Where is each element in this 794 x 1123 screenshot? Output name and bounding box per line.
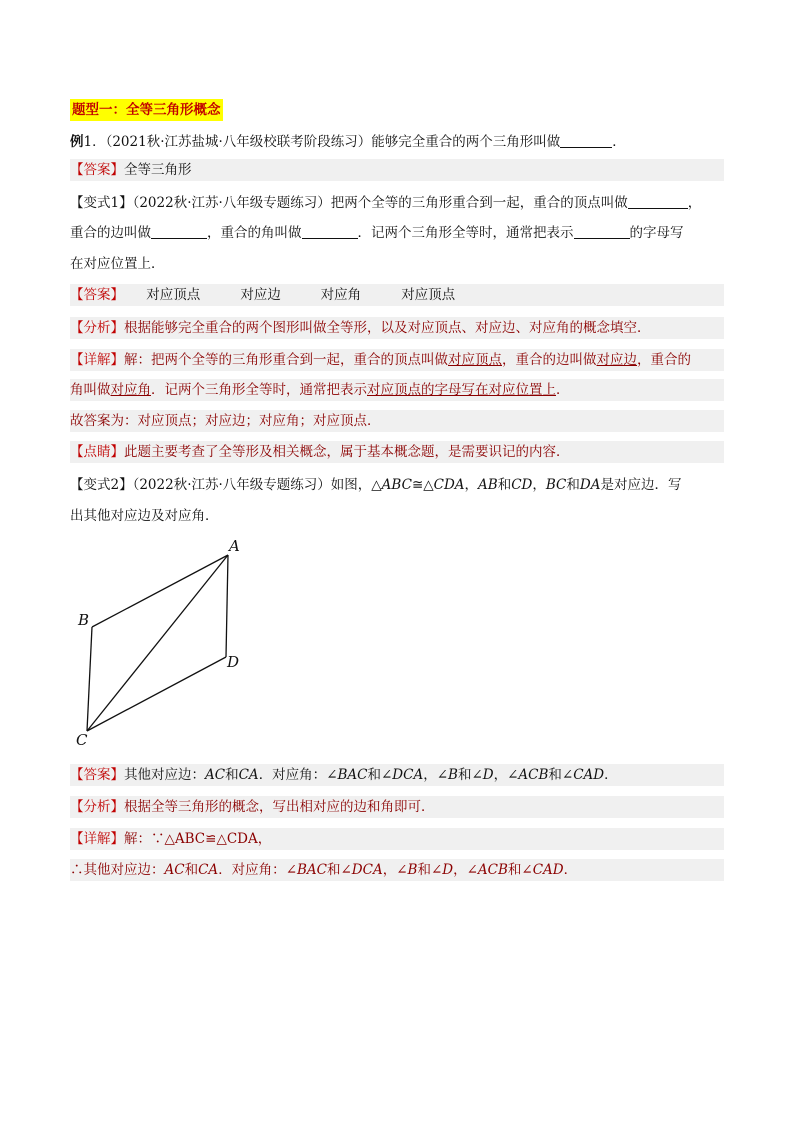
math-segment: CA <box>238 767 259 783</box>
variant-1-analysis <box>70 317 724 339</box>
punct: ， <box>382 862 397 878</box>
example-1 <box>70 131 724 153</box>
math-angle: ∠ACB <box>507 767 549 783</box>
math-segment: AC <box>164 862 185 878</box>
conclusion-text: 和 <box>417 862 431 878</box>
math-angle: ∠CAD <box>521 862 564 878</box>
answer-text: 和 <box>225 767 239 783</box>
edge-bc <box>87 627 92 731</box>
conclusion-text: ．对应角： <box>218 862 286 878</box>
punct: ． <box>604 767 618 783</box>
example-1-answer <box>70 159 724 181</box>
math-angle: ∠BAC <box>326 767 368 783</box>
math-segment: DA <box>579 477 601 493</box>
answer-text: 和 <box>548 767 562 783</box>
variant-text: 是对应边．写 <box>600 477 682 493</box>
punct: ． <box>563 862 578 878</box>
conclusion-text: 和 <box>184 862 199 878</box>
vertex-label-a: A <box>229 537 240 555</box>
variant-tag: 【变式2】 <box>70 477 133 493</box>
detail-text: ，重合的边叫做 <box>502 352 597 368</box>
detail-underlined: 对应边 <box>596 352 637 368</box>
answer-blank <box>560 133 612 148</box>
edge-cd <box>87 657 226 731</box>
comment-text: 此题主要考查了全等形及相关概念，属于基本概念题，是需要识记的内容． <box>124 444 570 460</box>
math-angle: ∠D <box>471 767 494 783</box>
conclusion-text: 故答案为：对应顶点；对应边；对应角；对应顶点． <box>70 413 381 429</box>
detail-underlined: 对应顶点的字母写在对应位置上 <box>367 382 556 398</box>
conclusion-text: 和 <box>327 862 341 878</box>
variant-text: 出其他对应边及对应角． <box>70 508 219 524</box>
variant-2-analysis <box>70 796 724 818</box>
punct: ， <box>423 767 437 783</box>
math-angle: ∠CAD <box>561 767 605 783</box>
math-triangle: △CDA <box>423 477 465 493</box>
answer-item: 对应顶点 <box>146 287 201 303</box>
example-text: （2021秋·江苏盐城·八年级校联考阶段练习）能够完全重合的两个三角形叫做 <box>105 134 561 150</box>
variant-text: 和 <box>497 477 512 493</box>
punct: ， <box>464 477 479 493</box>
answer-tag: 【答案】 <box>70 287 124 303</box>
variant-1-line-2 <box>70 222 724 244</box>
answer-text: 其他对应边： <box>124 767 205 783</box>
math-segment: AB <box>478 477 498 493</box>
math-angle: ∠DCA <box>340 862 383 878</box>
detail-text: 解：把两个全等的三角形重合到一起，重合的顶点叫做 <box>124 352 448 368</box>
detail-tag: 【详解】 <box>70 352 124 368</box>
math-angle: ∠D <box>430 862 454 878</box>
detail-text: ． <box>556 382 570 398</box>
comment-tag: 【点睛】 <box>70 444 124 460</box>
answer-text: 全等三角形 <box>124 162 192 178</box>
answer-blank <box>628 194 688 209</box>
diagonal-ac <box>87 555 228 731</box>
detail-text: 角叫做 <box>70 382 111 398</box>
math-segment: BC <box>545 477 567 493</box>
variant-text: ，重合的角叫做 <box>207 225 302 241</box>
math-segment: CA <box>198 862 219 878</box>
math-triangle: △ABC <box>371 477 412 493</box>
variant-2-detail <box>70 828 724 850</box>
variant-text: ．记两个三角形全等时，通常把表示 <box>357 225 574 241</box>
math-congruent: ≅ <box>411 477 424 493</box>
math-angle: ∠BAC <box>285 862 327 878</box>
vertex-label-b: B <box>78 611 90 629</box>
variant-2-answer <box>70 764 724 786</box>
math-angle: ∠B <box>436 767 458 783</box>
variant-text: 和 <box>566 477 580 493</box>
variant-text: 重合的边叫做 <box>70 225 151 241</box>
variant-text: （2022秋·江苏·八年级专题练习）如图， <box>132 477 372 493</box>
math-segment: AC <box>205 767 226 783</box>
variant-2-line-2 <box>70 505 724 527</box>
answer-blank <box>302 224 358 239</box>
variant-2-line-1 <box>70 474 724 496</box>
answer-text: ．对应角： <box>258 767 327 783</box>
conclusion-text: 和 <box>507 862 522 878</box>
variant-1-detail-line-1 <box>70 349 724 371</box>
answer-item: 对应角 <box>320 287 362 303</box>
example-end: ． <box>612 134 626 150</box>
punct: ， <box>453 862 467 878</box>
variant-1-line-3 <box>70 253 724 275</box>
punct: ， <box>532 477 546 493</box>
heading-text: 题型一：全等三角形概念 <box>70 99 223 121</box>
variant-tag: 【变式1】 <box>70 195 133 211</box>
conclusion-text: ∴其他对应边： <box>70 862 165 878</box>
detail-text: ．记两个三角形全等时，通常把表示 <box>151 382 367 398</box>
answer-blank <box>151 224 207 239</box>
detail-underlined: 对应顶点 <box>448 352 502 368</box>
math-angle: ∠B <box>396 862 418 878</box>
detail-text: 解：∵△ABC≌△CDA， <box>124 831 272 847</box>
punct: ， <box>493 767 508 783</box>
variant-text: 在对应位置上． <box>70 256 165 272</box>
variant-1-answer <box>70 284 724 306</box>
section-heading <box>70 99 724 121</box>
math-angle: ∠ACB <box>466 862 508 878</box>
math-segment: CD <box>511 477 533 493</box>
detail-underlined: 对应角 <box>110 382 151 398</box>
variant-1-line-1 <box>70 192 724 214</box>
quadrilateral-figure <box>70 535 290 750</box>
variant-text: 的字母写 <box>629 225 684 241</box>
answer-item: 对应边 <box>240 287 281 303</box>
analysis-tag: 【分析】 <box>70 320 124 336</box>
answer-tag: 【答案】 <box>70 767 124 783</box>
edge-ab <box>92 555 228 627</box>
punct: ， <box>687 195 702 211</box>
analysis-text: 根据全等三角形的概念，写出相对应的边和角即可． <box>124 799 435 815</box>
math-angle: ∠DCA <box>381 767 424 783</box>
example-label: 例 <box>70 134 84 150</box>
variant-text: （2022秋·江苏·八年级专题练习）把两个全等的三角形重合到一起，重合的顶点叫做 <box>132 195 628 211</box>
answer-item: 对应顶点 <box>401 287 456 303</box>
answer-blank <box>574 224 630 239</box>
answer-tag: 【答案】 <box>70 162 124 178</box>
variant-1-conclusion <box>70 410 724 432</box>
edge-da <box>226 555 228 657</box>
answer-text: 和 <box>457 767 472 783</box>
analysis-tag: 【分析】 <box>70 799 124 815</box>
variant-2-conclusion <box>70 859 724 881</box>
analysis-text: 根据能够完全重合的两个图形叫做全等形，以及对应顶点、对应边、对应角的概念填空． <box>124 320 651 336</box>
vertex-label-c: C <box>76 731 88 749</box>
answer-text: 和 <box>367 767 381 783</box>
detail-text: ，重合的 <box>637 352 691 368</box>
variant-1-detail-line-2 <box>70 379 724 401</box>
variant-1-comment <box>70 441 724 463</box>
detail-tag: 【详解】 <box>70 831 124 847</box>
vertex-label-d: D <box>227 653 240 671</box>
example-number: 1． <box>83 134 106 150</box>
